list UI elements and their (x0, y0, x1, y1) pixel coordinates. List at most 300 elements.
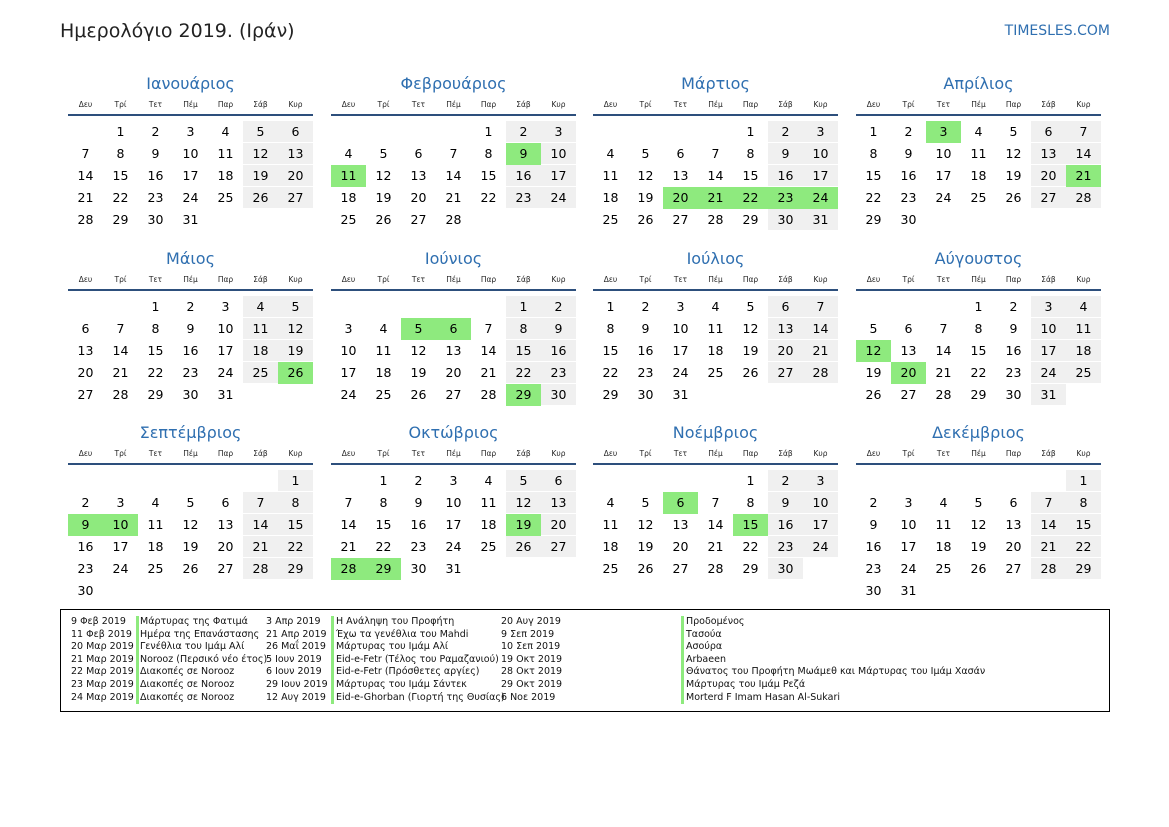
day-cell[interactable]: 13 (777, 321, 794, 336)
day-cell[interactable]: 1 (746, 473, 755, 488)
day-cell[interactable]: 31 (672, 387, 689, 402)
day-cell[interactable]: 13 (672, 517, 689, 532)
day-cell[interactable]: 11 (707, 321, 724, 336)
day-cell[interactable]: 4 (606, 495, 615, 510)
day-cell[interactable]: 11 (217, 146, 234, 161)
day-cell[interactable]: 2 (781, 124, 790, 139)
day-cell[interactable]: 19 (865, 365, 882, 380)
holiday-day-cell[interactable]: 19 (506, 514, 541, 536)
day-cell[interactable]: 25 (375, 387, 392, 402)
day-cell[interactable]: 28 (707, 561, 724, 576)
day-cell[interactable]: 10 (445, 495, 462, 510)
day-cell[interactable]: 14 (935, 343, 952, 358)
day-cell[interactable]: 9 (869, 517, 878, 532)
day-cell[interactable]: 26 (742, 365, 759, 380)
day-cell[interactable]: 17 (935, 168, 952, 183)
day-cell[interactable]: 12 (252, 146, 269, 161)
day-cell[interactable]: 13 (672, 168, 689, 183)
day-cell[interactable]: 16 (865, 539, 882, 554)
day-cell[interactable]: 24 (182, 190, 199, 205)
day-cell[interactable]: 6 (1044, 124, 1053, 139)
day-cell[interactable]: 17 (812, 517, 829, 532)
day-cell[interactable]: 20 (550, 517, 567, 532)
day-cell[interactable]: 27 (672, 561, 689, 576)
day-cell[interactable]: 3 (186, 124, 195, 139)
day-cell[interactable]: 18 (1075, 343, 1092, 358)
day-cell[interactable]: 26 (252, 190, 269, 205)
holiday-day-cell[interactable]: 6 (663, 492, 698, 514)
day-cell[interactable]: 30 (182, 387, 199, 402)
day-cell[interactable]: 12 (515, 495, 532, 510)
day-cell[interactable]: 27 (217, 561, 234, 576)
day-cell[interactable]: 4 (606, 146, 615, 161)
holiday-day-cell[interactable]: 22 (733, 187, 768, 209)
day-cell[interactable]: 12 (742, 321, 759, 336)
day-cell[interactable]: 18 (217, 168, 234, 183)
day-cell[interactable]: 25 (480, 539, 497, 554)
holiday-day-cell[interactable]: 29 (506, 384, 541, 406)
day-cell[interactable]: 4 (221, 124, 230, 139)
day-cell[interactable]: 27 (550, 539, 567, 554)
day-cell[interactable]: 27 (445, 387, 462, 402)
day-cell[interactable]: 18 (252, 343, 269, 358)
day-cell[interactable]: 1 (519, 299, 528, 314)
day-cell[interactable]: 14 (812, 321, 829, 336)
day-cell[interactable]: 21 (707, 539, 724, 554)
day-cell[interactable]: 4 (711, 299, 720, 314)
day-cell[interactable]: 24 (217, 365, 234, 380)
holiday-day-cell[interactable]: 5 (401, 318, 436, 340)
day-cell[interactable]: 11 (935, 517, 952, 532)
day-cell[interactable]: 25 (1075, 365, 1092, 380)
day-cell[interactable]: 2 (151, 124, 160, 139)
day-cell[interactable]: 30 (147, 212, 164, 227)
day-cell[interactable]: 16 (777, 168, 794, 183)
day-cell[interactable]: 8 (484, 146, 493, 161)
day-cell[interactable]: 30 (637, 387, 654, 402)
day-cell[interactable]: 22 (480, 190, 497, 205)
day-cell[interactable]: 28 (480, 387, 497, 402)
day-cell[interactable]: 15 (970, 343, 987, 358)
day-cell[interactable]: 17 (182, 168, 199, 183)
day-cell[interactable]: 20 (777, 343, 794, 358)
holiday-day-cell[interactable]: 6 (436, 318, 471, 340)
day-cell[interactable]: 11 (252, 321, 269, 336)
day-cell[interactable]: 28 (112, 387, 129, 402)
day-cell[interactable]: 12 (970, 517, 987, 532)
day-cell[interactable]: 1 (974, 299, 983, 314)
day-cell[interactable]: 14 (707, 168, 724, 183)
day-cell[interactable]: 6 (81, 321, 90, 336)
day-cell[interactable]: 30 (777, 561, 794, 576)
day-cell[interactable]: 26 (637, 212, 654, 227)
day-cell[interactable]: 20 (287, 168, 304, 183)
day-cell[interactable]: 9 (186, 321, 195, 336)
day-cell[interactable]: 14 (707, 517, 724, 532)
day-cell[interactable]: 7 (484, 321, 493, 336)
day-cell[interactable]: 19 (410, 365, 427, 380)
day-cell[interactable]: 27 (1005, 561, 1022, 576)
day-cell[interactable]: 28 (1075, 190, 1092, 205)
day-cell[interactable]: 2 (554, 299, 563, 314)
day-cell[interactable]: 21 (812, 343, 829, 358)
day-cell[interactable]: 14 (480, 343, 497, 358)
day-cell[interactable]: 19 (287, 343, 304, 358)
holiday-day-cell[interactable]: 9 (506, 143, 541, 165)
day-cell[interactable]: 13 (217, 517, 234, 532)
day-cell[interactable]: 30 (865, 583, 882, 598)
day-cell[interactable]: 23 (410, 539, 427, 554)
day-cell[interactable]: 31 (217, 387, 234, 402)
day-cell[interactable]: 13 (77, 343, 94, 358)
day-cell[interactable]: 19 (970, 539, 987, 554)
day-cell[interactable]: 2 (781, 473, 790, 488)
day-cell[interactable]: 22 (1075, 539, 1092, 554)
day-cell[interactable]: 21 (112, 365, 129, 380)
day-cell[interactable]: 1 (484, 124, 493, 139)
day-cell[interactable]: 14 (252, 517, 269, 532)
day-cell[interactable]: 2 (414, 473, 423, 488)
day-cell[interactable]: 9 (414, 495, 423, 510)
day-cell[interactable]: 10 (900, 517, 917, 532)
day-cell[interactable]: 22 (112, 190, 129, 205)
day-cell[interactable]: 24 (935, 190, 952, 205)
day-cell[interactable]: 13 (900, 343, 917, 358)
day-cell[interactable]: 23 (77, 561, 94, 576)
day-cell[interactable]: 25 (935, 561, 952, 576)
day-cell[interactable]: 5 (641, 146, 650, 161)
day-cell[interactable]: 2 (81, 495, 90, 510)
day-cell[interactable]: 27 (777, 365, 794, 380)
day-cell[interactable]: 13 (1040, 146, 1057, 161)
day-cell[interactable]: 26 (410, 387, 427, 402)
day-cell[interactable]: 22 (602, 365, 619, 380)
day-cell[interactable]: 17 (445, 517, 462, 532)
day-cell[interactable]: 18 (970, 168, 987, 183)
day-cell[interactable]: 24 (900, 561, 917, 576)
day-cell[interactable]: 10 (182, 146, 199, 161)
day-cell[interactable]: 28 (77, 212, 94, 227)
day-cell[interactable]: 21 (340, 539, 357, 554)
day-cell[interactable]: 2 (186, 299, 195, 314)
day-cell[interactable]: 7 (1044, 495, 1053, 510)
day-cell[interactable]: 5 (186, 495, 195, 510)
day-cell[interactable]: 15 (375, 517, 392, 532)
day-cell[interactable]: 23 (1005, 365, 1022, 380)
day-cell[interactable]: 15 (147, 343, 164, 358)
day-cell[interactable]: 22 (287, 539, 304, 554)
day-cell[interactable]: 15 (602, 343, 619, 358)
day-cell[interactable]: 7 (711, 495, 720, 510)
day-cell[interactable]: 23 (900, 190, 917, 205)
day-cell[interactable]: 31 (812, 212, 829, 227)
day-cell[interactable]: 13 (445, 343, 462, 358)
day-cell[interactable]: 13 (410, 168, 427, 183)
day-cell[interactable]: 27 (1040, 190, 1057, 205)
day-cell[interactable]: 29 (742, 212, 759, 227)
day-cell[interactable]: 7 (711, 146, 720, 161)
day-cell[interactable]: 21 (480, 365, 497, 380)
holiday-day-cell[interactable]: 3 (926, 121, 961, 143)
holiday-day-cell[interactable]: 26 (278, 362, 313, 384)
day-cell[interactable]: 29 (287, 561, 304, 576)
day-cell[interactable]: 3 (1044, 299, 1053, 314)
day-cell[interactable]: 5 (379, 146, 388, 161)
day-cell[interactable]: 23 (637, 365, 654, 380)
day-cell[interactable]: 6 (221, 495, 230, 510)
day-cell[interactable]: 17 (340, 365, 357, 380)
day-cell[interactable]: 25 (970, 190, 987, 205)
day-cell[interactable]: 24 (812, 539, 829, 554)
day-cell[interactable]: 28 (445, 212, 462, 227)
day-cell[interactable]: 18 (480, 517, 497, 532)
day-cell[interactable]: 19 (182, 539, 199, 554)
site-link[interactable]: TIMESLES.COM (1004, 23, 1110, 39)
holiday-day-cell[interactable]: 12 (856, 340, 891, 362)
day-cell[interactable]: 22 (375, 539, 392, 554)
holiday-day-cell[interactable]: 28 (331, 558, 366, 580)
day-cell[interactable]: 17 (217, 343, 234, 358)
day-cell[interactable]: 16 (182, 343, 199, 358)
day-cell[interactable]: 4 (256, 299, 265, 314)
day-cell[interactable]: 20 (1040, 168, 1057, 183)
day-cell[interactable]: 9 (781, 495, 790, 510)
day-cell[interactable]: 4 (974, 124, 983, 139)
day-cell[interactable]: 17 (550, 168, 567, 183)
holiday-day-cell[interactable]: 21 (1066, 165, 1101, 187)
holiday-day-cell[interactable]: 21 (698, 187, 733, 209)
day-cell[interactable]: 6 (554, 473, 563, 488)
day-cell[interactable]: 20 (410, 190, 427, 205)
day-cell[interactable]: 24 (340, 387, 357, 402)
day-cell[interactable]: 1 (379, 473, 388, 488)
day-cell[interactable]: 18 (602, 539, 619, 554)
day-cell[interactable]: 10 (935, 146, 952, 161)
day-cell[interactable]: 4 (484, 473, 493, 488)
day-cell[interactable]: 2 (641, 299, 650, 314)
day-cell[interactable]: 29 (1075, 561, 1092, 576)
day-cell[interactable]: 4 (939, 495, 948, 510)
day-cell[interactable]: 16 (550, 343, 567, 358)
day-cell[interactable]: 23 (777, 539, 794, 554)
day-cell[interactable]: 11 (480, 495, 497, 510)
day-cell[interactable]: 30 (410, 561, 427, 576)
day-cell[interactable]: 24 (672, 365, 689, 380)
day-cell[interactable]: 8 (974, 321, 983, 336)
day-cell[interactable]: 22 (515, 365, 532, 380)
day-cell[interactable]: 18 (935, 539, 952, 554)
day-cell[interactable]: 27 (900, 387, 917, 402)
day-cell[interactable]: 24 (1040, 365, 1057, 380)
day-cell[interactable]: 29 (112, 212, 129, 227)
day-cell[interactable]: 5 (291, 299, 300, 314)
holiday-day-cell[interactable]: 24 (803, 187, 838, 209)
day-cell[interactable]: 23 (515, 190, 532, 205)
day-cell[interactable]: 13 (550, 495, 567, 510)
day-cell[interactable]: 28 (1040, 561, 1057, 576)
day-cell[interactable]: 18 (147, 539, 164, 554)
day-cell[interactable]: 3 (449, 473, 458, 488)
holiday-day-cell[interactable]: 20 (663, 187, 698, 209)
day-cell[interactable]: 7 (344, 495, 353, 510)
day-cell[interactable]: 16 (77, 539, 94, 554)
day-cell[interactable]: 3 (676, 299, 685, 314)
day-cell[interactable]: 8 (1079, 495, 1088, 510)
day-cell[interactable]: 21 (445, 190, 462, 205)
day-cell[interactable]: 31 (182, 212, 199, 227)
day-cell[interactable]: 7 (939, 321, 948, 336)
day-cell[interactable]: 24 (112, 561, 129, 576)
day-cell[interactable]: 20 (672, 539, 689, 554)
day-cell[interactable]: 29 (742, 561, 759, 576)
day-cell[interactable]: 9 (1009, 321, 1018, 336)
day-cell[interactable]: 3 (816, 473, 825, 488)
day-cell[interactable]: 8 (291, 495, 300, 510)
day-cell[interactable]: 4 (379, 321, 388, 336)
day-cell[interactable]: 7 (256, 495, 265, 510)
day-cell[interactable]: 19 (637, 539, 654, 554)
day-cell[interactable]: 25 (147, 561, 164, 576)
day-cell[interactable]: 20 (77, 365, 94, 380)
day-cell[interactable]: 21 (935, 365, 952, 380)
day-cell[interactable]: 7 (449, 146, 458, 161)
day-cell[interactable]: 14 (340, 517, 357, 532)
day-cell[interactable]: 25 (602, 212, 619, 227)
day-cell[interactable]: 24 (445, 539, 462, 554)
day-cell[interactable]: 26 (865, 387, 882, 402)
day-cell[interactable]: 8 (519, 321, 528, 336)
day-cell[interactable]: 27 (672, 212, 689, 227)
day-cell[interactable]: 3 (221, 299, 230, 314)
day-cell[interactable]: 3 (904, 495, 913, 510)
day-cell[interactable]: 9 (904, 146, 913, 161)
holiday-day-cell[interactable]: 23 (768, 187, 803, 209)
day-cell[interactable]: 3 (816, 124, 825, 139)
day-cell[interactable]: 16 (1005, 343, 1022, 358)
day-cell[interactable]: 31 (900, 583, 917, 598)
day-cell[interactable]: 11 (147, 517, 164, 532)
day-cell[interactable]: 5 (974, 495, 983, 510)
day-cell[interactable]: 8 (606, 321, 615, 336)
holiday-day-cell[interactable]: 9 (68, 514, 103, 536)
day-cell[interactable]: 11 (375, 343, 392, 358)
day-cell[interactable]: 28 (935, 387, 952, 402)
day-cell[interactable]: 15 (515, 343, 532, 358)
day-cell[interactable]: 27 (287, 190, 304, 205)
day-cell[interactable]: 17 (112, 539, 129, 554)
day-cell[interactable]: 3 (554, 124, 563, 139)
day-cell[interactable]: 29 (602, 387, 619, 402)
day-cell[interactable]: 8 (151, 321, 160, 336)
day-cell[interactable]: 25 (602, 561, 619, 576)
day-cell[interactable]: 1 (116, 124, 125, 139)
day-cell[interactable]: 10 (812, 495, 829, 510)
day-cell[interactable]: 26 (515, 539, 532, 554)
day-cell[interactable]: 26 (1005, 190, 1022, 205)
day-cell[interactable]: 17 (1040, 343, 1057, 358)
day-cell[interactable]: 17 (672, 343, 689, 358)
day-cell[interactable]: 9 (151, 146, 160, 161)
day-cell[interactable]: 17 (900, 539, 917, 554)
day-cell[interactable]: 15 (1075, 517, 1092, 532)
day-cell[interactable]: 12 (637, 168, 654, 183)
day-cell[interactable]: 22 (147, 365, 164, 380)
day-cell[interactable]: 1 (1079, 473, 1088, 488)
day-cell[interactable]: 14 (445, 168, 462, 183)
day-cell[interactable]: 20 (445, 365, 462, 380)
day-cell[interactable]: 2 (1009, 299, 1018, 314)
day-cell[interactable]: 7 (816, 299, 825, 314)
day-cell[interactable]: 26 (182, 561, 199, 576)
day-cell[interactable]: 19 (252, 168, 269, 183)
day-cell[interactable]: 4 (151, 495, 160, 510)
day-cell[interactable]: 15 (480, 168, 497, 183)
day-cell[interactable]: 22 (742, 539, 759, 554)
day-cell[interactable]: 29 (147, 387, 164, 402)
day-cell[interactable]: 17 (812, 168, 829, 183)
day-cell[interactable]: 5 (519, 473, 528, 488)
day-cell[interactable]: 23 (147, 190, 164, 205)
day-cell[interactable]: 26 (637, 561, 654, 576)
day-cell[interactable]: 8 (746, 495, 755, 510)
day-cell[interactable]: 30 (1005, 387, 1022, 402)
day-cell[interactable]: 3 (344, 321, 353, 336)
day-cell[interactable]: 6 (904, 321, 913, 336)
day-cell[interactable]: 25 (340, 212, 357, 227)
day-cell[interactable]: 10 (812, 146, 829, 161)
day-cell[interactable]: 16 (410, 517, 427, 532)
day-cell[interactable]: 25 (707, 365, 724, 380)
day-cell[interactable]: 25 (252, 365, 269, 380)
day-cell[interactable]: 7 (116, 321, 125, 336)
day-cell[interactable]: 5 (1009, 124, 1018, 139)
day-cell[interactable]: 21 (1040, 539, 1057, 554)
day-cell[interactable]: 13 (1005, 517, 1022, 532)
day-cell[interactable]: 30 (77, 583, 94, 598)
day-cell[interactable]: 16 (147, 168, 164, 183)
day-cell[interactable]: 22 (865, 190, 882, 205)
day-cell[interactable]: 19 (1005, 168, 1022, 183)
day-cell[interactable]: 23 (182, 365, 199, 380)
day-cell[interactable]: 7 (81, 146, 90, 161)
day-cell[interactable]: 9 (641, 321, 650, 336)
day-cell[interactable]: 30 (777, 212, 794, 227)
day-cell[interactable]: 21 (77, 190, 94, 205)
day-cell[interactable]: 30 (550, 387, 567, 402)
day-cell[interactable]: 29 (970, 387, 987, 402)
day-cell[interactable]: 18 (375, 365, 392, 380)
day-cell[interactable]: 24 (550, 190, 567, 205)
day-cell[interactable]: 19 (742, 343, 759, 358)
day-cell[interactable]: 14 (1040, 517, 1057, 532)
day-cell[interactable]: 8 (869, 146, 878, 161)
day-cell[interactable]: 12 (287, 321, 304, 336)
day-cell[interactable]: 11 (602, 168, 619, 183)
day-cell[interactable]: 1 (151, 299, 160, 314)
day-cell[interactable]: 1 (869, 124, 878, 139)
day-cell[interactable]: 16 (515, 168, 532, 183)
day-cell[interactable]: 10 (340, 343, 357, 358)
day-cell[interactable]: 20 (1005, 539, 1022, 554)
day-cell[interactable]: 15 (742, 168, 759, 183)
holiday-day-cell[interactable]: 29 (366, 558, 401, 580)
day-cell[interactable]: 18 (602, 190, 619, 205)
day-cell[interactable]: 16 (637, 343, 654, 358)
day-cell[interactable]: 14 (77, 168, 94, 183)
day-cell[interactable]: 16 (777, 517, 794, 532)
day-cell[interactable]: 28 (812, 365, 829, 380)
day-cell[interactable]: 5 (641, 495, 650, 510)
